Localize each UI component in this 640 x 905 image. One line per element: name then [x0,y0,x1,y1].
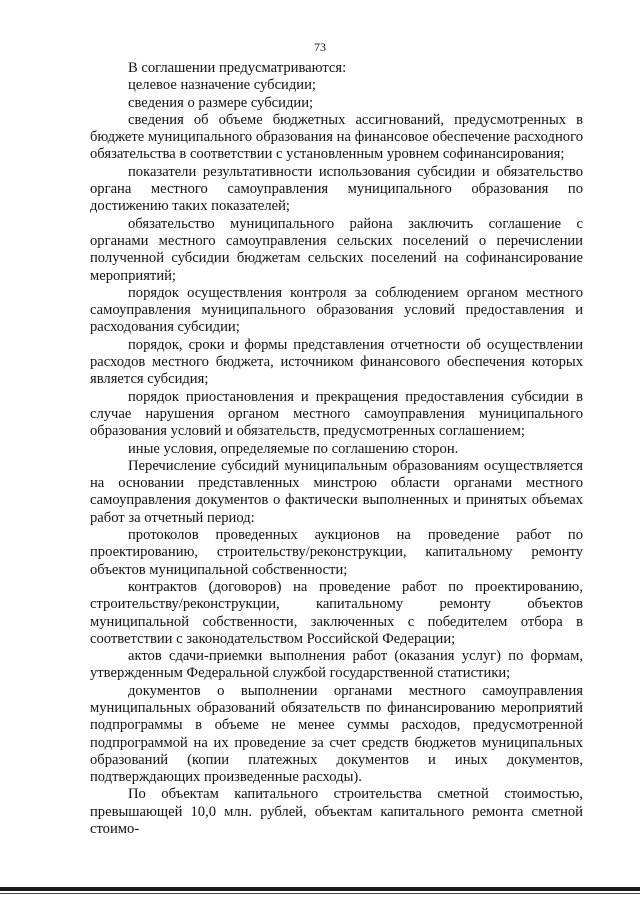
paragraph: порядок приостановления и прекращения предоставления субсидии в случае нарушения органом местного самоуправления муниципального образования условий и обязательств, предусмотренных соглашением; [90,388,583,440]
paragraph: контрактов (договоров) на проведение работ по проектированию, строительству/реконструкции, капитальному ремонту объектов муниципальной собственности, заключенных с победителем отбора в соответствии с законодательством Российской Федерации; [90,578,583,647]
paragraph: актов сдачи-приемки выполнения работ (оказания услуг) по формам, утвержденным Федеральной службой государственной статистики; [90,648,583,682]
paragraph: показатели результативности использования субсидии и обязательство органа местного самоуправления муниципального образования по достижению таких показателей; [90,163,583,215]
bottom-scan-border [0,887,640,891]
paragraph: целевое назначение субсидии; [128,77,316,94]
paragraph: протоколов проведенных аукционов на проведение работ по проектированию, строительству/реконструкции, капитальному ремонту объектов муниципальной собственности; [90,527,583,578]
paragraph: иные условия, определяемые по соглашению сторон. [128,440,459,457]
paragraph: порядок, сроки и формы представления отчетности об осуществлении расходов местного бюджета, источником финансового обеспечения которых является субсидия; [90,336,583,388]
paragraph: По объектам капитального строительства сметной стоимостью, превышающей 10,0 млн. рублей, объектам капитального ремонта сметной стоимо- [90,786,583,838]
page-number: 73 [314,40,326,54]
paragraph: Перечисление субсидий муниципальным образованиям осуществляется на основании представленных минстрою области органами местного самоуправления документов о фактически выполненных и принятых объемах работ за отчетный период: [90,457,583,526]
paragraph: сведения о размере субсидии; [128,94,314,111]
paragraph: В соглашении предусматриваются: [128,60,347,76]
paragraph: документов о выполнении органами местного самоуправления муниципальных образований обязательств по финансированию мероприятий подпрограммы в объеме не менее суммы расходов, предусмотренной подпрограммой на их проведение за счет средств бюджетов муниципальных образований (копии платежных документов и иных документов, подтверждающих произведенные расходы). [90,682,583,786]
paragraph: обязательство муниципального района заключить соглашение с органами местного самоуправления сельских поселений о перечислении полученной субсидии бюджетам сельских поселений на софинансирование мероприятий; [90,215,583,284]
bottom-scan-border-thin [0,893,640,894]
document-body [90,60,583,838]
paragraph: сведения об объеме бюджетных ассигнований, предусмотренных в бюджете муниципального образования на финансовое обеспечение расходного обязательства в соответствии с установленным уровнем софинансирования; [90,111,583,163]
paragraph: порядок осуществления контроля за соблюдением органом местного самоуправления муниципального образования условий предоставления и расходования субсидии; [90,284,583,336]
